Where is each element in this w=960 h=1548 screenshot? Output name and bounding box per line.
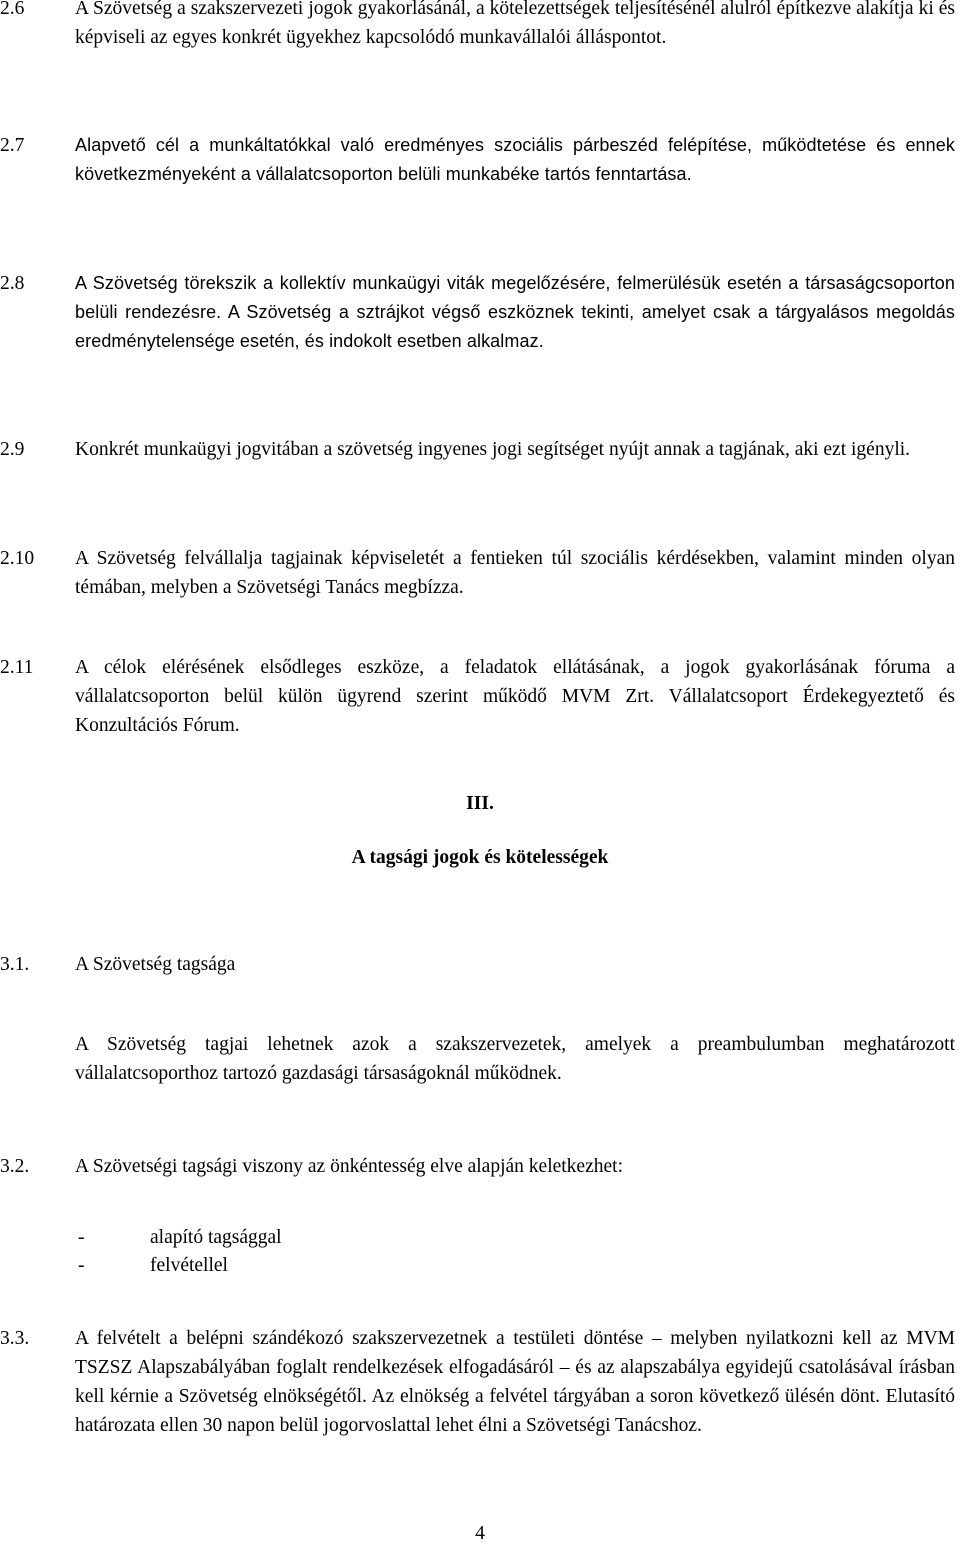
section-text: A célok elérésének elsődleges eszköze, a feladatok ellátásának, a jogok gyakorlásának fóruma a vállalatcsoporton belül külön ügyrend szerint működő MVM Zrt. Vállalatcsoport Érdekegyeztető és Konzultációs Fórum.: [75, 657, 955, 736]
section-2-8: [0, 269, 955, 356]
section-text: A Szövetség tagjai lehetnek azok a szakszervezetek, amelyek a preambulumban meghatározott vállalatcsoporthoz tartozó gazdasági társaságoknál működnek.: [75, 1034, 955, 1084]
list-dash: -: [78, 1227, 85, 1248]
section-text: Alapvető cél a munkáltatókkal való eredményes szociális párbeszéd felépítése, működtetése és ennek következményeként a vállalatcsoporton belüli munkabéke tartós fenntartása.: [75, 135, 955, 184]
section-heading: A Szövetség tagsága: [75, 954, 236, 975]
section-3-1-body: [0, 1030, 955, 1088]
list-dash: -: [78, 1255, 85, 1276]
section-number: 3.2.: [0, 1156, 30, 1177]
chapter-title: A tagsági jogok és kötelességek: [351, 847, 609, 868]
section-2-6: [0, 0, 955, 52]
list-item-text: felvétellel: [150, 1255, 228, 1276]
section-3-1-heading: [0, 950, 955, 979]
section-number: 2.10: [0, 548, 35, 569]
section-number: 2.11: [0, 657, 34, 678]
section-number: 2.8: [0, 273, 25, 294]
section-text-part: A Szövetség törekszik a kollektív munkaügyi viták megelőzésére, felmerülésük esetén a társaságcsoporton belüli rendezésre.: [75, 273, 955, 322]
section-number: 2.9: [0, 439, 25, 460]
chapter-number: III.: [466, 793, 494, 814]
section-text: A Szövetség felvállalja tagjainak képviseletét a fentieken túl szociális kérdésekben, valamint minden olyan témában, melyben a Szövetségi Tanács megbízza.: [75, 548, 955, 598]
section-2-10: [0, 544, 955, 602]
list-item-text: alapító tagsággal: [150, 1227, 282, 1248]
section-3-2: [0, 1152, 955, 1181]
section-2-7: [0, 131, 955, 189]
section-2-11: [0, 653, 955, 740]
section-number: 3.3.: [0, 1328, 30, 1349]
section-text: A felvételt a belépni szándékozó szakszervezetnek a testületi döntése – melyben nyilatkozni kell az MVM TSZSZ Alapszabályában foglalt rendelkezések elfogadásáról – és az alapszabálya egyidejű csatolásával írásban kell kérnie a Szövetség elnökségétől. Az elnökség a felvétel tárgyában a soron következő ülésén dönt. Elutasító határozata ellen 30 napon belül jogorvoslattal lehet élni a Szövetségi Tanácshoz.: [75, 1328, 955, 1436]
section-2-9: [0, 435, 955, 464]
page-number: 4: [475, 1523, 485, 1544]
section-text: A Szövetség a szakszervezeti jogok gyakorlásánál, a kötelezettségek teljesítésénél alulról építkezve alakítja ki és képviseli az egyes konkrét ügyekhez kapcsolódó munkavállalói álláspontot.: [75, 0, 955, 48]
section-number: 3.1.: [0, 954, 30, 975]
section-3-3: [0, 1324, 955, 1440]
section-text: [75, 269, 955, 356]
section-number: 2.7: [0, 135, 25, 156]
section-text: Konkrét munkaügyi jogvitában a szövetség ingyenes jogi segítséget nyújt annak a tagjának, aki ezt igényli.: [75, 439, 911, 460]
section-number: 2.6: [0, 0, 25, 19]
section-text-part: A Szövetség a sztrájkot végső eszköznek tekinti, amelyet csak a tárgyalásos megoldás eredménytelensége esetén, és indokolt esetben alkalmaz.: [75, 302, 955, 351]
section-text: A Szövetségi tagsági viszony az önkéntesség elve alapján keletkezhet:: [75, 1156, 623, 1177]
